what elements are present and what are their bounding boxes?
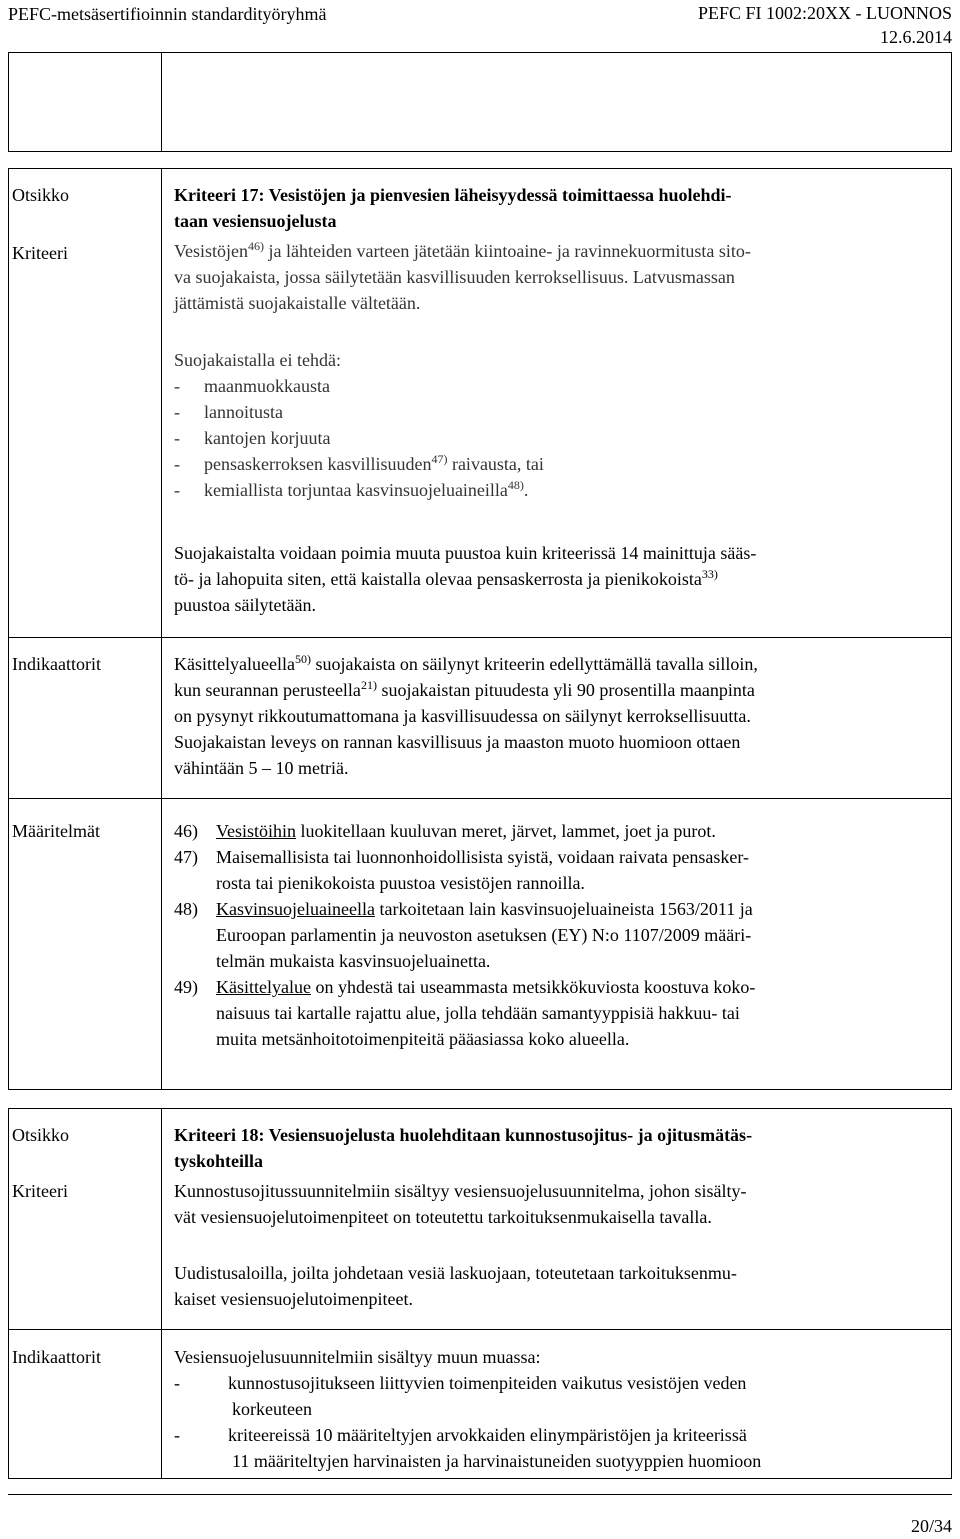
c18-title: Kriteeri 18: Vesiensuojelusta huolehditaan kunnostusojitus- ja ojitusmätäs- tyskohteilla xyxy=(174,1125,753,1171)
page-number: 20/34 xyxy=(910,1516,952,1536)
c18-indicators: Vesiensuojelusuunnitelmiin sisältyy muun muassa: - kunnostusojitukseen liittyvien toimenpiteiden vaikutus vesistöjen veden korkeuteen - kriteereissä 10 määriteltyjen arvokkaiden elinympäristöjen ja kriteerissä 11 määriteltyjen harvinaisten ja harvinaistuneiden suotyyppien huomioon xyxy=(174,1347,762,1471)
c17-criterion-text: Vesistöjen$^{46)}$ ja lähteiden varteen jätetään kiintoaine- ja ravinnekuormitusta sito- va suojakaista, jossa säilytetään kasvillisuuden kerroksellisuus. Latvusmassan jättämistä suojakaistalle vältetään. xyxy=(174,239,751,313)
c17-harvest-allowance: Suojakaistalta voidaan poimia muuta puustoa kuin kriteerissä 14 mainittuja sääs- tö- ja lahopuita siten, että kaistalla olevaa pensaskerrosta ja pienikokoista$^{33)}$ puustoa säilytetään. xyxy=(174,543,757,615)
label-indikaattorit: Indikaattorit xyxy=(12,654,101,674)
label-otsikko: Otsikko xyxy=(12,185,70,205)
list-item: - pensaskerroksen kasvillisuuden$^{47)}$ raivausta, tai xyxy=(174,452,544,474)
list-item: - maanmuokkausta xyxy=(174,376,330,396)
header-date: 12.6.2014 xyxy=(880,27,952,47)
label-otsikko-18: Otsikko xyxy=(12,1125,70,1145)
label-indikaattorit-18: Indikaattorit xyxy=(12,1347,101,1367)
list-item: - kemiallista torjuntaa kasvinsuojeluaineilla$^{48)}$. xyxy=(174,478,529,500)
label-kriteeri: Kriteeri xyxy=(12,243,68,263)
c18-criterion-text-2: Uudistusaloilla, joilta johdetaan vesiä laskuojaan, toteutetaan tarkoituksenmu- kaiset vesiensuojelutoimenpiteet. xyxy=(174,1263,737,1309)
header-standard: PEFC FI 1002:20XX - LUONNOS xyxy=(697,3,952,23)
definition-47: 47) Maisemallisista tai luonnonhoidollisista syistä, voidaan raivata pensasker- xyxy=(174,847,750,867)
c17-indicators: Käsittelyalueella$^{50)}$ suojakaista on säilynyt kriteerin edellyttämällä tavalla silloin, kun seurannan perusteella$^{21)}$ suojakaistan pituudesta yli 90 prosentilla maanpinta on pysynyt rikkoutumattomana ja kasvillisuudessa on säilynyt kerroksellisuutta. Suojakaistan leveys on rannan kasvillisuus ja maaston muoto huomioon ottaen vähintään 5 – 10 metriä. xyxy=(174,652,758,778)
header-document-id xyxy=(698,1,952,49)
list-item: - kunnostusojitukseen liittyvien toimenpiteiden vaikutus vesistöjen veden xyxy=(174,1373,747,1393)
c17-definitions: 46) Vesistöihin luokitellaan kuuluvan meret, järvet, lammet, joet ja purot. 47) Maisemallisista tai luonnonhoidollisista syistä, voidaan raivata pensasker- rosta tai pienikokoista puustoa vesistöjen rannoilla. 48) Kasvinsuojeluaineella tarkoitetaan lain kasvinsuojeluaineista 1563/2011 ja Euroopan parlamentin ja neuvoston asetuksen (EY) N:o 1107/2009 määri- telmän mukaista kasvinsuojeluainetta. 49) Käsittelyalue on yhdestä tai useammasta metsikkökuviosta koostuva koko- naisuus tai kartalle rajattu alue, jolla tehdään samantyyppisiä hakkuu- tai muita metsänhoitotoimenpiteitä pääasiassa koko alueella. xyxy=(174,818,755,1052)
c17-title: Kriteeri 17: Vesistöjen ja pienvesien läheisyydessä toimittaessa huolehdi- taan vesiensuojelusta xyxy=(174,185,732,231)
label-maaritelmat: Määritelmät xyxy=(12,821,100,841)
definition-48: 48) Kasvinsuojeluaineella tarkoitetaan lain kasvinsuojeluaineista 1563/2011 ja xyxy=(174,899,753,919)
empty-frame-top xyxy=(8,52,952,152)
c18-criterion-text: Kunnostusojitussuunnitelmiin sisältyy vesiensuojelusuunnitelma, johon sisälty- vät vesiensuojelutoimenpiteet on toteutettu tarkoituksenmukaisella tavalla. xyxy=(174,1181,747,1227)
c17-prohibited-list: Suojakaistalla ei tehdä: - maanmuokkausta - lannoitusta - kantojen korjuuta - pensaskerroksen kasvillisuuden$^{47)}$ raivausta, tai - kemiallista torjuntaa kasvinsuojeluaineilla$^{48)}$. xyxy=(174,347,544,503)
list-item: - lannoitusta xyxy=(174,402,283,422)
definition-49: 49) Käsittelyalue on yhdestä tai useammasta metsikkökuviosta koostuva koko- xyxy=(174,977,756,997)
header-organization: PEFC-metsäsertifioinnin standardityöryhmä xyxy=(8,4,327,24)
label-kriteeri-18: Kriteeri xyxy=(12,1181,68,1201)
list-item: - kriteereissä 10 määriteltyjen arvokkaiden elinympäristöjen ja kriteerissä xyxy=(174,1425,747,1445)
c17-label-cell-top xyxy=(9,169,162,638)
list-item: - kantojen korjuuta xyxy=(174,428,331,448)
definition-46: 46) Vesistöihin luokitellaan kuuluvan meret, järvet, lammet, joet ja purot. xyxy=(174,821,716,841)
footer-divider xyxy=(8,1494,952,1495)
